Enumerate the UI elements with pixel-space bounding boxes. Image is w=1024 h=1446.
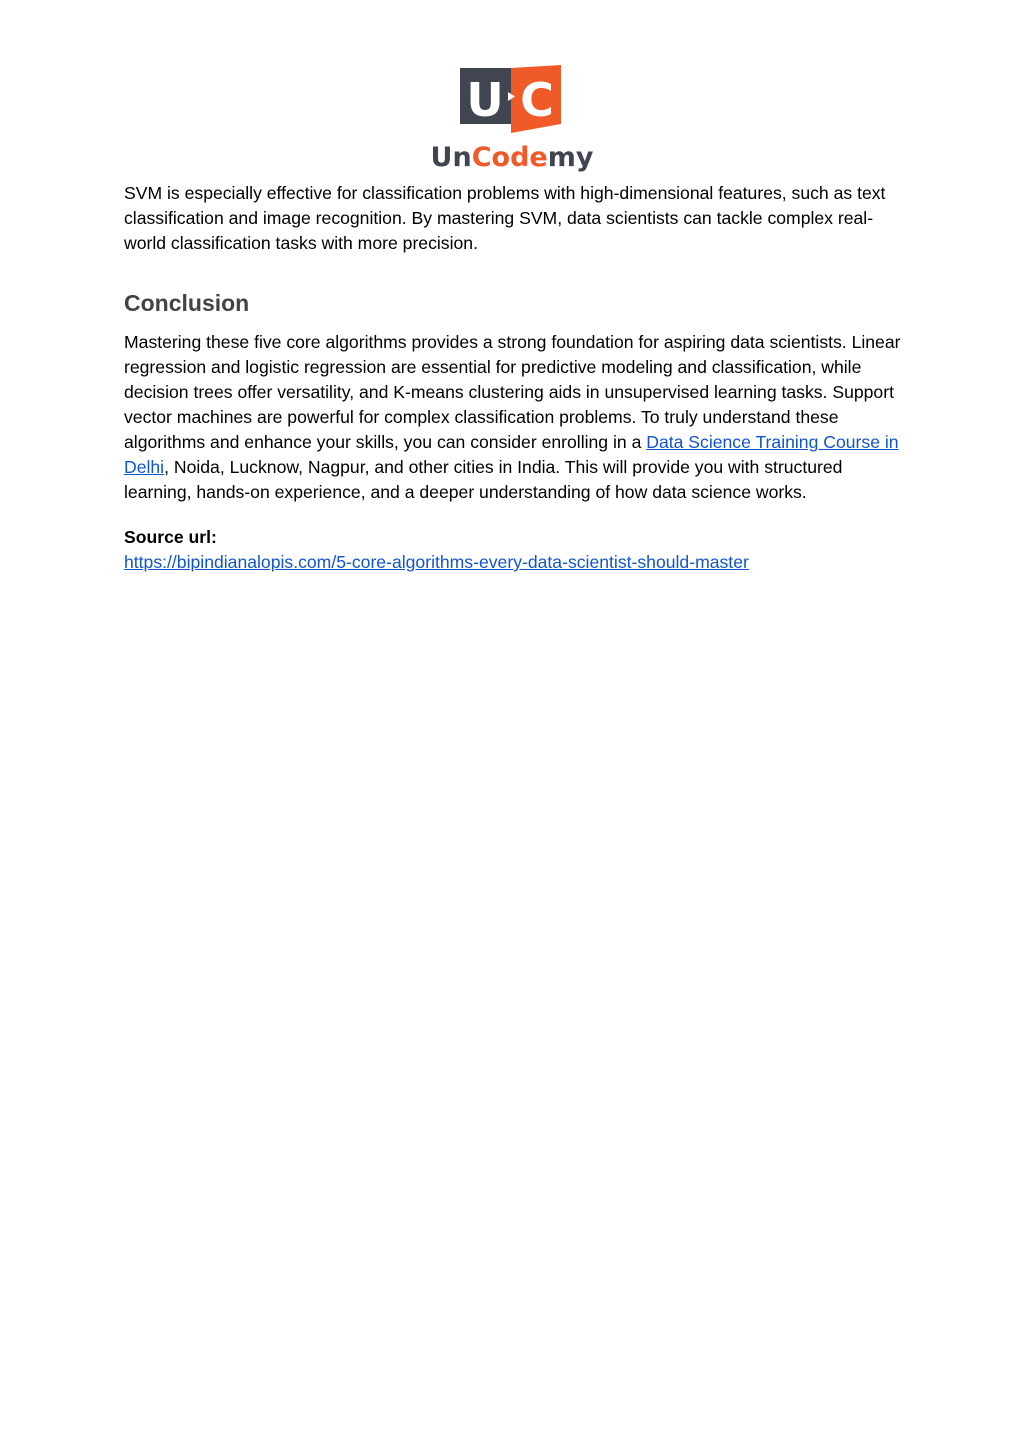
course-link[interactable]: Data Science Training Course in Delhi (124, 432, 899, 477)
conclusion-text-before-link: Mastering these five core algorithms provides a strong foundation for aspiring data scientists. Linear regression and logistic regression are essential for predictive modeling and classification, while decision trees offer versatility, and K-means clustering aids in unsupervised learning tasks. Support vector machines are powerful for complex classification problems. To truly understand these algorithms and enhance your skills, you can consider enrolling in a (124, 332, 901, 452)
conclusion-text-after-link: , Noida, Lucknow, Nagpur, and other cities in India. This will provide you with structured learning, hands-on experience, and a deeper understanding of how data science works. (124, 457, 843, 502)
source-block (124, 525, 914, 575)
conclusion-heading: Conclusion (124, 290, 250, 316)
source-label: Source url: (124, 527, 217, 547)
document-body (124, 181, 914, 575)
logo-monogram-u: U (466, 73, 504, 127)
conclusion-paragraph (124, 330, 914, 505)
svm-paragraph: SVM is especially effective for classification problems with high-dimensional features, such as text classification and image recognition. By mastering SVM, data scientists can tackle complex real-world classification tasks with more precision. (124, 183, 886, 253)
logo-wordmark: UnCodemy (430, 142, 594, 173)
logo-monogram-c: C (520, 73, 554, 127)
source-url-link[interactable]: https://bipindianalopis.com/5-core-algorithms-every-data-scientist-should-master (124, 552, 749, 572)
uncodemy-logo (427, 64, 597, 174)
